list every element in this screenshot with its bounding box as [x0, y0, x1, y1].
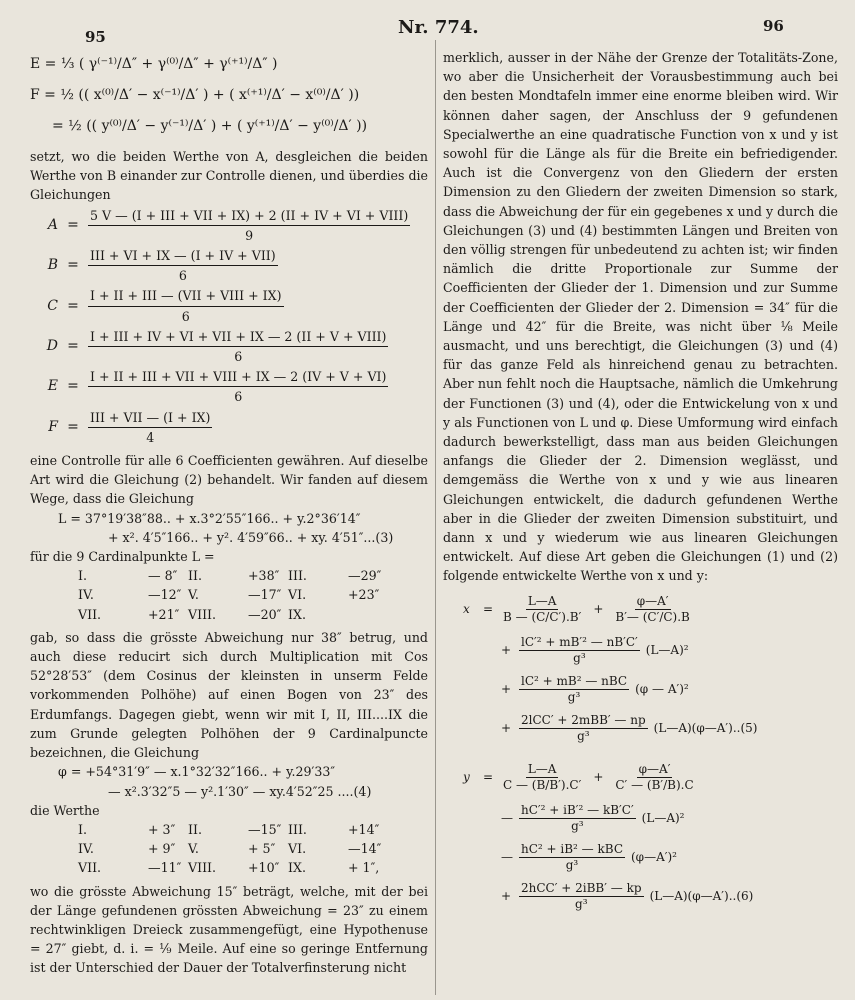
values-table-L	[78, 566, 428, 624]
fraction-denominator: 4	[146, 429, 155, 445]
equation-E: E = ⅓ ( γ⁽⁻¹⁾/Δ″ + γ⁽⁰⁾/Δ″ + γ⁽⁺¹⁾/Δ″ )	[30, 56, 278, 72]
point-label: II.	[188, 568, 202, 584]
equation-L-line2: + x². 4′5″166.. + y². 4′59″66.. + xy. 4′51″...(3)	[108, 529, 394, 545]
point-label: I.	[78, 568, 87, 584]
y-term-2-numerator: φ—A′	[638, 761, 671, 776]
values-table-phi	[78, 820, 428, 878]
x-term-4-denominator: g³	[567, 689, 581, 704]
equation-lhs: E	[47, 378, 58, 395]
paragraph: für die 9 Cardinalpunkte L =	[30, 549, 215, 565]
coefficient-equation	[30, 246, 428, 285]
point-label: I.	[78, 821, 87, 837]
fraction	[88, 327, 388, 366]
point-value: —15″	[248, 821, 282, 837]
point-value: + 9″	[148, 841, 176, 857]
column-divider	[435, 40, 436, 995]
y-term-4-factor: (φ—A′)²	[631, 849, 677, 864]
point-value: + 5″	[248, 841, 276, 857]
fraction-numerator: III + VI + IX — (I + IV + VII)	[88, 246, 278, 266]
fraction	[88, 206, 410, 245]
equation-lhs: F	[48, 418, 58, 435]
fraction-numerator: I + II + III + VII + VIII + IX — 2 (IV + V + VI)	[88, 367, 388, 387]
point-value: +14″	[348, 821, 380, 837]
equation-F1: F = ½ (( x⁽⁰⁾/Δ′ − x⁽⁻¹⁾/Δ′ ) + ( x⁽⁺¹⁾/Δ′ − x⁽⁰⁾/Δ′ ))	[30, 87, 360, 103]
x-term-5-numerator: 2lCC′ + 2mBB′ — np	[521, 712, 646, 727]
point-value: +21″	[148, 606, 180, 622]
y-term-4-denominator: g³	[565, 857, 579, 872]
fraction-denominator: 6	[178, 268, 187, 284]
x-term-1-denominator: B — (C/C′).B′	[503, 609, 582, 624]
y-term-5-denominator: g³	[575, 896, 588, 911]
x-term-3-denominator: g³	[573, 650, 586, 665]
fraction-denominator: 6	[234, 389, 243, 405]
right-column	[443, 48, 838, 912]
x-term-1-numerator: L—A	[527, 593, 557, 608]
fraction-numerator: I + III + IV + VI + VII + IX — 2 (II + V + VIII)	[88, 327, 388, 347]
point-value: —14″	[348, 841, 382, 857]
equals-sign: =	[67, 378, 79, 395]
point-value: + 1″,	[348, 860, 380, 876]
point-value: —12″	[148, 587, 182, 603]
point-value: —11″	[148, 860, 182, 876]
left-column	[30, 48, 428, 978]
point-label: IX.	[288, 860, 306, 876]
fraction	[88, 367, 388, 406]
x-term-2-denominator: B′— (C′/C).B	[615, 609, 690, 624]
equation-L-line1: L = 37°19′38″88.. + x.3°2′55″166.. + y.2°36′14″	[58, 510, 361, 526]
fraction-denominator: 9	[245, 227, 254, 243]
y-term-3-denominator: g³	[571, 818, 584, 833]
point-value: — 8″	[148, 568, 178, 584]
equals-sign: =	[67, 257, 79, 274]
coefficient-equation	[30, 367, 428, 406]
point-label: IV.	[78, 587, 94, 603]
point-value: —17″	[248, 587, 282, 603]
point-value: —29″	[348, 568, 382, 584]
fraction-denominator: 6	[234, 349, 243, 365]
x-term-5-denominator: g³	[577, 728, 590, 743]
coefficient-equation	[30, 206, 428, 245]
y-term-5-numerator: 2hCC′ + 2iBB′ — kp	[521, 880, 642, 895]
point-value: + 3″	[148, 821, 176, 837]
equals-sign: =	[67, 216, 79, 233]
point-label: IV.	[78, 841, 94, 857]
x-term-5-factor: (L—A)(φ—A′)..(5)	[653, 720, 758, 735]
y-term-1-numerator: L—A	[527, 761, 557, 776]
equation-lhs: A	[47, 216, 58, 233]
page-number-right: 96	[763, 17, 784, 35]
coefficient-equation	[30, 327, 428, 366]
y-term-2-denominator: C′ — (B′/B).C	[615, 777, 694, 792]
x-term-4-numerator: lC² + mB² — nBC	[521, 673, 628, 688]
equation-y: y = $\frac{L—A}{C — (B/B').C'}$ + $\frac{\varphi—A'}{C' — (B'/B).C}$ — $\frac{\text{hC′² + iB′² — kB′C′}}{\text{g³}}$ (L—A)² — $\frac{\text{hC² + iB² — kBC}}{\text{g³}}$ (φ—A′)² + $\frac{\text{2hCC′ + 2iBB′ — kp}}{\text{g³}}$ (L—A)(φ—A′)..(6)	[463, 761, 754, 911]
fraction-numerator: III + VII — (I + IX)	[88, 408, 212, 428]
coefficient-equation	[30, 408, 428, 447]
page-number-left: 95	[85, 28, 106, 46]
x-term-4-factor: (φ — A′)²	[635, 681, 689, 696]
paragraph: gab, so dass die grösste Abweichung nur 38″ betrug, und auch diese reducirt sich durch Multiplication mit Cos 52°28′53″ (dem Cosinus der kleinsten in unserm Felde vorkommenden Polhöhe) auf einen Bogen von 23″ des Erdumfangs. Dagegen giebt, wenn wir mit I, II, III....IX die zum Grunde gelegten Polhöhen der 9 Cardinalpuncte bezeichnen, die Gleichung	[30, 629, 428, 761]
point-label: VII.	[78, 860, 102, 876]
point-label: V.	[188, 841, 199, 857]
x-term-2-numerator: φ—A′	[636, 593, 669, 608]
paragraph: eine Controlle für alle 6 Coefficienten gewähren. Auf dieselbe Art wird die Gleichung (2) behandelt. Wir fanden auf diesem Wege, dass die Gleichung	[30, 453, 428, 507]
y-term-3-numerator: hC′² + iB′² — kB′C′	[521, 802, 634, 817]
page-title: Nr. 774.	[398, 17, 479, 38]
paragraph: wo die grösste Abweichung 15″ beträgt, welche, mit der bei der Länge gefundenen grössten Abweichung = 23″ zu einem rechtwinkligen Dreieck zusammengefügt, eine Hypothenuse = 27″ giebt, d. i. = ⅑ Meile. Auf eine so geringe Entfernung ist der Unterschied der Dauer der Totalverfinsterung nicht	[30, 883, 428, 976]
point-label: II.	[188, 821, 202, 837]
point-label: VI.	[288, 841, 307, 857]
paragraph: setzt, wo die beiden Werthe von A, desgleichen die beiden Werthe von B einander zur Controlle dienen, und überdies die Gleichungen	[30, 149, 428, 203]
fraction-numerator: 5 V — (I + III + VII + IX) + 2 (II + IV + VI + VIII)	[88, 206, 410, 226]
point-value: +38″	[248, 568, 280, 584]
y-term-5-factor: (L—A)(φ—A′)..(6)	[649, 888, 754, 903]
point-label: III.	[288, 821, 307, 837]
point-label: IX.	[288, 606, 306, 622]
point-value: +10″	[248, 860, 280, 876]
equals-sign: =	[67, 337, 79, 354]
equation-x: x = $\frac{L—A}{B — (C/C').B'}$ + $\frac{\varphi—A'}{B'— (C'/C).B}$ + $\frac{\text{lC′² + mB′² — nB′C′}}{\text{g³}}$ (L—A)² + $\frac{\text{lC² + mB² — nBC}}{\text{g³}}$ (φ — A′)² + $\frac{\text{2lCC′ + 2mBB′ — np}}{\text{g³}}$ (L—A)(φ—A′)..(5)	[463, 593, 758, 743]
equals-sign: =	[67, 418, 79, 435]
fraction-numerator: I + II + III — (VII + VIII + IX)	[88, 286, 284, 306]
point-value: +23″	[348, 587, 380, 603]
coefficient-equation	[30, 286, 428, 325]
fraction	[88, 286, 284, 325]
equals-sign: =	[67, 297, 79, 314]
equation-phi-line2: — x².3′32″5 — y².1′30″ — xy.4′52″25 ....(4)	[108, 783, 372, 799]
point-value	[348, 605, 388, 624]
point-label: VII.	[78, 606, 102, 622]
equation-F2: = ½ (( y⁽⁰⁾/Δ′ − y⁽⁻¹⁾/Δ′ ) + ( y⁽⁺¹⁾/Δ′ − y⁽⁰⁾/Δ′ ))	[52, 118, 368, 134]
equation-lhs: B	[47, 257, 58, 274]
x-term-3-factor: (L—A)²	[645, 642, 689, 657]
coefficient-equations	[30, 206, 428, 447]
fraction-denominator: 6	[181, 308, 190, 324]
point-label: V.	[188, 587, 199, 603]
y-term-3-factor: (L—A)²	[641, 810, 685, 825]
point-value: —20″	[248, 606, 282, 622]
point-label: VIII.	[188, 606, 217, 622]
x-term-3-numerator: lC′² + mB′² — nB′C′	[521, 634, 638, 649]
equation-phi-line1: φ = +54°31′9″ — x.1°32′32″166.. + y.29′33″	[58, 764, 336, 780]
fraction	[88, 246, 278, 285]
point-label: VIII.	[188, 860, 217, 876]
fraction	[88, 408, 212, 447]
equation-lhs: D	[46, 337, 58, 354]
paragraph: die Werthe	[30, 802, 100, 818]
equation-lhs: C	[47, 297, 58, 314]
point-label: III.	[288, 568, 307, 584]
paragraph: merklich, ausser in der Nähe der Grenze der Totalitäts-Zone, wo aber die Unsicherheit der Vorausbestimmung auch bei den besten Mondtafeln immer eine enorme bleiben wird. Wir können daher sagen, der Anschluss der 9 gefundenen Specialwerthe an eine quadratische Function von x und y ist sowohl für die Länge als für die Breite ein befriedigender. Auch ist die Convergenz von den Gliedern der ersten Dimension zu den Gliedern der zweiten Dimension so stark, dass die Abweichung der für ein gegebenes x und y durch die Gleichungen (3) und (4) bestimmten Längen und Breiten von den völlig strengen für unbedeutend zu achten ist; wir finden nämlich die dritte Proportionale zur Summe der Coefficienten der Glieder der 1. Dimension und zur Summe der Coefficienten der Glieder der 2. Dimension = 34″ für die Länge und 42″ für die Breite, was nicht über ⅛ Meile ausmacht, und uns berechtigt, die Gleichungen (3) und (4) für das ganze Feld als hinreichend genau zu betrachten. Aber nun fehlt noch die Hauptsache, nämlich die Umkehrung der Functionen (3) und (4), oder die Entwickelung von x und y als Functionen von L und φ. Diese Umformung wird einfach dadurch bewerkstelligt, dass man aus beiden Gleichungen anfangs die Glieder der 2. Dimension weglässt, und demgemäss die Werthe von x und y wie aus linearen Gleichungen entwickelt, die dadurch gefundenen Werthe aber in die Glieder der zweiten Dimension substituirt, und dann x und y wiederum wie aus linearen Gleichungen entwickelt. Auf diese Art geben die Gleichungen (1) und (2) folgende entwickelte Werthe von x und y:	[443, 50, 838, 584]
y-term-1-denominator: C — (B/B′).C′	[503, 777, 582, 792]
point-label: VI.	[288, 587, 307, 603]
y-term-4-numerator: hC² + iB² — kBC	[521, 841, 623, 856]
